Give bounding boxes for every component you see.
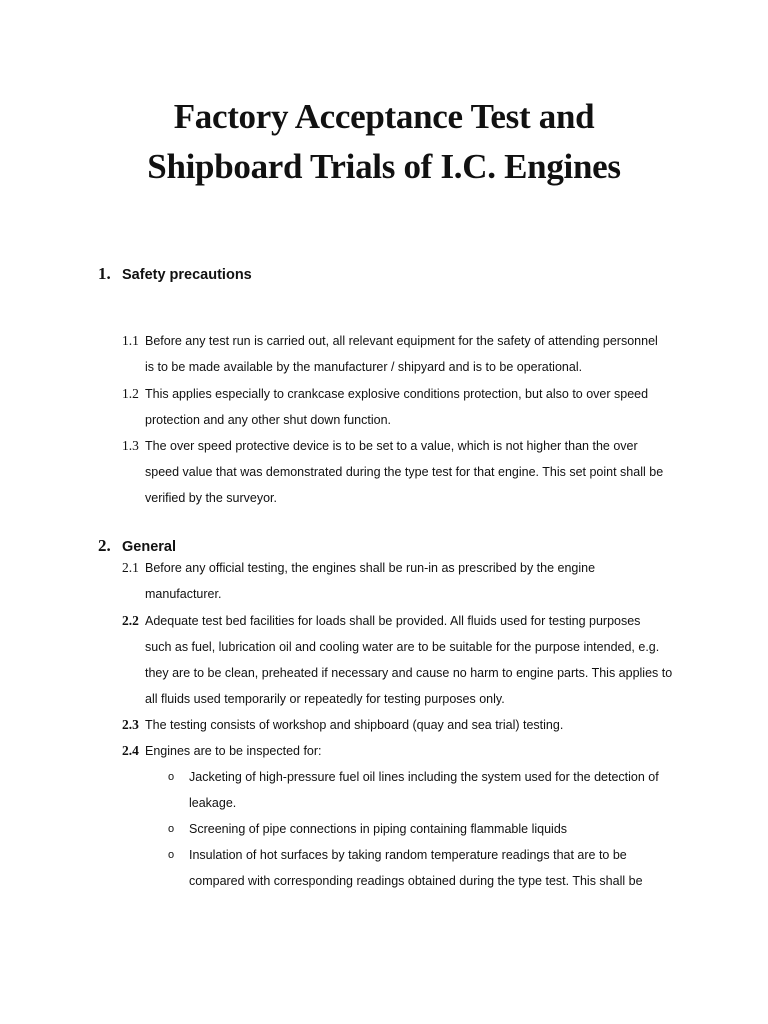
list-item — [122, 608, 682, 712]
list-item — [122, 738, 682, 764]
list-item — [122, 712, 682, 738]
item-number: 1.2 — [122, 386, 139, 401]
section-heading — [98, 264, 252, 284]
item-number: 1.3 — [122, 438, 139, 453]
list-item — [122, 328, 682, 380]
document-title — [0, 92, 768, 192]
title-line-1: Factory Acceptance Test and — [173, 97, 595, 136]
item-text-line: is to be made available by the manufacturer / shipyard and is to be operational. — [145, 360, 583, 374]
section-title: General — [122, 539, 176, 555]
title-line-2: Shipboard Trials of I.C. Engines — [147, 147, 621, 186]
item-text-line: speed value that was demonstrated during the type test for that engine. This set point shall be — [145, 465, 664, 479]
item-text-line: The testing consists of workshop and shipboard (quay and sea trial) testing. — [145, 718, 564, 732]
item-number: 2.1 — [122, 560, 139, 575]
item-text-line: verified by the surveyor. — [145, 491, 278, 505]
section-title: Safety precautions — [122, 267, 252, 283]
section-number: 1. — [98, 264, 111, 283]
list-item — [122, 555, 682, 607]
bullet-mark: o — [168, 771, 175, 783]
bullet-item — [168, 842, 668, 894]
bullet-mark: o — [168, 849, 175, 861]
item-text-line: Adequate test bed facilities for loads shall be provided. All fluids used for testing purposes — [145, 614, 641, 628]
bullet-text-line: Screening of pipe connections in piping containing flammable liquids — [189, 822, 568, 836]
bullet-text-line: compared with corresponding readings obtained during the type test. This shall be — [189, 874, 643, 888]
bullet-text-line: Jacketing of high-pressure fuel oil lines including the system used for the detection of — [189, 770, 659, 784]
item-text-line: The over speed protective device is to be set to a value, which is not higher than the over — [145, 439, 638, 453]
bullet-mark: o — [168, 823, 175, 835]
list-item — [122, 433, 682, 511]
section-number: 2. — [98, 536, 111, 555]
item-number: 2.3 — [122, 717, 139, 732]
bullet-text-line: leakage. — [189, 796, 237, 810]
item-text-line: This applies especially to crankcase explosive conditions protection, but also to over speed — [145, 387, 649, 401]
item-text-line: all fluids used temporarily or repeatedly for testing purposes only. — [145, 692, 505, 706]
item-number: 2.4 — [122, 743, 139, 758]
item-number: 2.2 — [122, 613, 139, 628]
item-text-line: Before any test run is carried out, all relevant equipment for the safety of attending personnel — [145, 334, 658, 348]
list-item — [122, 381, 682, 433]
item-text-line: protection and any other shut down function. — [145, 413, 391, 427]
item-text-line: manufacturer. — [145, 587, 222, 601]
item-text-line: they are to be clean, preheated if necessary and cause no harm to engine parts. This applies to — [145, 666, 673, 680]
item-text-line: Before any official testing, the engines shall be run-in as prescribed by the engine — [145, 561, 596, 575]
section-heading — [98, 536, 176, 556]
bullet-text-line: Insulation of hot surfaces by taking random temperature readings that are to be — [189, 848, 627, 862]
item-text-line: such as fuel, lubrication oil and cooling water are to be suitable for the purpose intended, e.g. — [145, 640, 660, 654]
item-number: 1.1 — [122, 333, 139, 348]
item-text-line: Engines are to be inspected for: — [145, 744, 322, 758]
bullet-item — [168, 764, 668, 816]
bullet-item — [168, 816, 668, 842]
